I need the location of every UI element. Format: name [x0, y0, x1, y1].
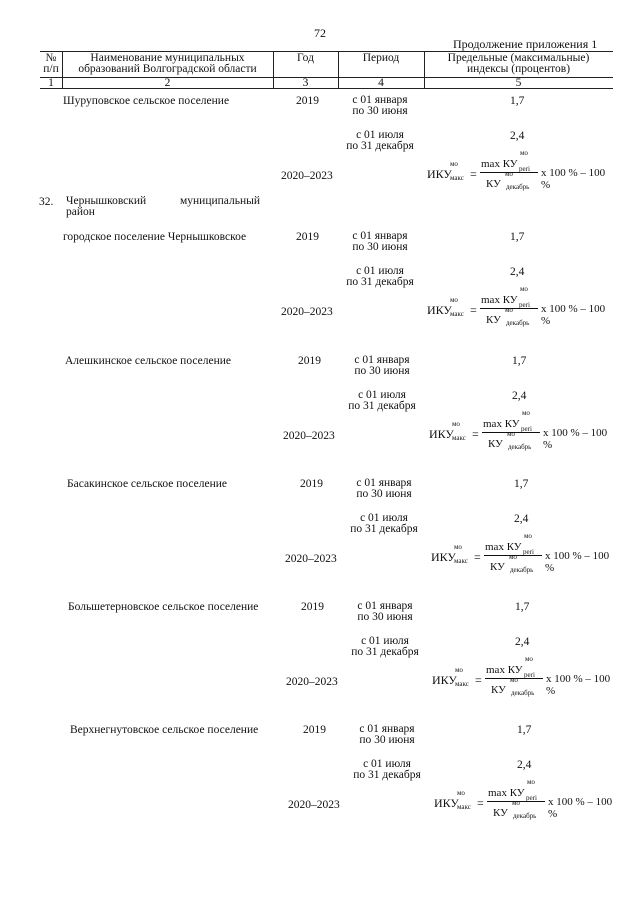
year-2019: 2019 [301, 601, 324, 613]
column-number-4: 4 [378, 77, 384, 89]
column-number-1: 1 [48, 77, 54, 89]
index-value-first-half: 1,7 [514, 478, 529, 490]
period-first-half: с 01 января по 30 июня [357, 600, 413, 623]
column-number-2: 2 [164, 77, 171, 89]
year-range: 2020–2023 [285, 553, 337, 565]
year-2019: 2019 [296, 95, 319, 107]
year-2019: 2019 [296, 231, 319, 243]
index-value-second-half: 2,4 [510, 130, 525, 142]
index-value-first-half: 1,7 [512, 355, 527, 367]
index-value-second-half: 2,4 [515, 636, 530, 648]
year-2019: 2019 [300, 478, 323, 490]
index-value-second-half: 2,4 [512, 390, 527, 402]
header-period: Период [362, 52, 400, 64]
index-value-second-half: 2,4 [510, 266, 525, 278]
year-range: 2020–2023 [288, 799, 340, 811]
municipality-name: Шуруповское сельское поселение [63, 95, 230, 107]
header-name: Наименование муниципальных образований Волгоградской области [78, 52, 257, 75]
period-second-half: с 01 июля по 31 декабря [351, 635, 419, 658]
year-range: 2020–2023 [281, 306, 333, 318]
municipality-name: Басакинское сельское поселение [67, 478, 228, 490]
municipality-name: Верхнегнутовское сельское поселение [70, 724, 259, 736]
index-value-second-half: 2,4 [517, 759, 532, 771]
header-number: № п/п [43, 52, 59, 75]
period-first-half: с 01 января по 30 июня [352, 94, 408, 117]
municipality-name: Алешкинское сельское поселение [65, 355, 231, 367]
index-formula: ИКУ мо макс = max КУ мо peri КУ мо декабрь х 100 % – 100 % [431, 532, 610, 574]
period-first-half: с 01 января по 30 июня [352, 230, 408, 253]
header-index: Предельные (максимальные) индексы (процентов) [447, 52, 590, 75]
year-2019: 2019 [303, 724, 326, 736]
index-value-first-half: 1,7 [517, 724, 532, 736]
page-number: 72 [314, 26, 326, 40]
year-2019: 2019 [298, 355, 321, 367]
index-value-second-half: 2,4 [514, 513, 529, 525]
period-first-half: с 01 января по 30 июня [356, 477, 412, 500]
period-second-half: с 01 июля по 31 декабря [346, 129, 414, 152]
index-value-first-half: 1,7 [510, 95, 525, 107]
period-second-half: с 01 июля по 31 декабря [346, 265, 414, 288]
period-second-half: с 01 июля по 31 декабря [353, 758, 421, 781]
header-year: Год [297, 52, 314, 64]
index-formula: ИКУ мо макс = max КУ мо peri КУ мо декабрь х 100 % – 100 % [432, 655, 611, 697]
index-formula: ИКУ мо макс = max КУ мо peri КУ мо декабрь х 100 % – 100 % [427, 149, 606, 191]
index-value-first-half: 1,7 [510, 231, 525, 243]
period-first-half: с 01 января по 30 июня [354, 354, 410, 377]
index-formula: ИКУ мо макс = max КУ мо peri КУ мо декабрь х 100 % – 100 % [434, 778, 613, 820]
period-first-half: с 01 января по 30 июня [359, 723, 415, 746]
column-number-3: 3 [302, 77, 309, 89]
index-value-first-half: 1,7 [515, 601, 530, 613]
continuation-label: Продолжение приложения 1 [453, 37, 598, 51]
period-second-half: с 01 июля по 31 декабря [348, 389, 416, 412]
year-range: 2020–2023 [283, 430, 335, 442]
district-name: Чернышковский муниципальный район [66, 195, 260, 218]
year-range: 2020–2023 [281, 170, 333, 182]
column-number-5: 5 [515, 77, 522, 89]
index-formula: ИКУ мо макс = max КУ мо peri КУ мо декабрь х 100 % – 100 % [427, 285, 606, 327]
index-formula: ИКУ мо макс = max КУ мо peri КУ мо декабрь х 100 % – 100 % [429, 409, 608, 451]
district-number: 32. [39, 196, 54, 208]
municipality-name: Большетерновское сельское поселение [68, 601, 259, 613]
municipality-name: городское поселение Чернышковское [63, 231, 247, 243]
period-second-half: с 01 июля по 31 декабря [350, 512, 418, 535]
year-range: 2020–2023 [286, 676, 338, 688]
